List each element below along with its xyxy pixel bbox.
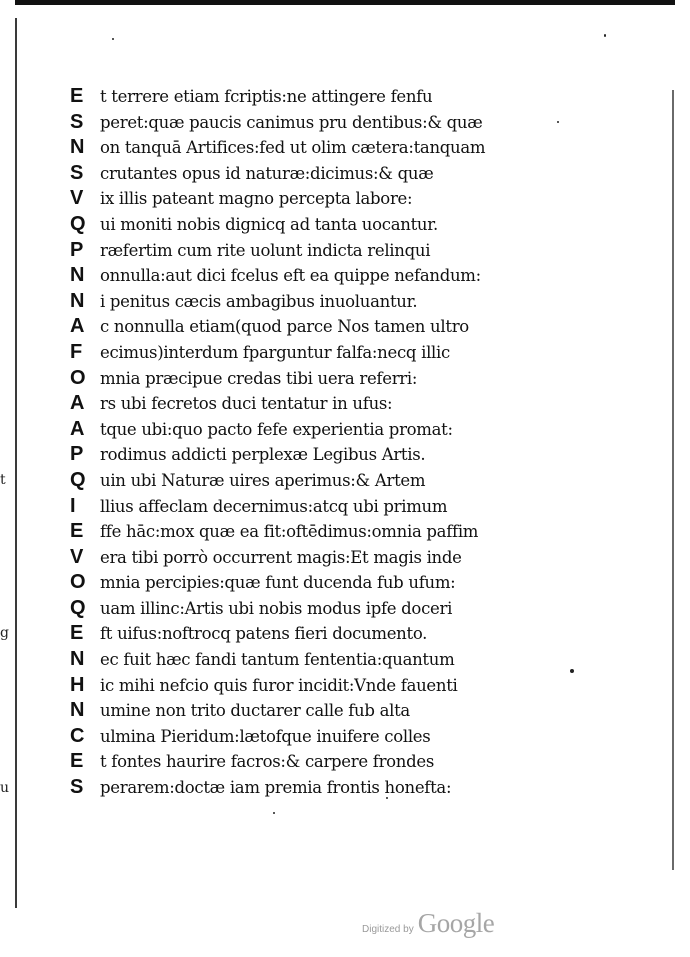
verse-initial: S <box>70 110 84 133</box>
ink-speck <box>557 121 559 123</box>
verse-line <box>70 621 550 647</box>
verse-line <box>70 84 550 110</box>
verse-line <box>70 212 550 238</box>
verse-initial: E <box>70 85 84 107</box>
verse-initial: S <box>70 776 84 799</box>
verse-line <box>70 749 550 775</box>
google-logo: Google <box>417 908 495 938</box>
verse-line <box>70 698 550 724</box>
verse-text: perarem:doctæ iam premia frontis honefta: <box>100 778 452 798</box>
verse-text: llius affeclam decernimus:atcq ubi primum <box>100 496 448 516</box>
verse-line <box>70 391 550 417</box>
verse-text: tque ubi:quo pacto fefe experientia promat: <box>100 419 453 439</box>
verse-line <box>70 775 550 801</box>
verse-text: crutantes opus id naturæ:dicimus:& quæ <box>100 163 434 183</box>
verse-initial: E <box>70 750 84 773</box>
verse-initial: P <box>70 443 84 466</box>
verse-text: rs ubi fecretos duci tentatur in ufus: <box>100 394 393 414</box>
verse-text: i penitus cæcis ambagibus inuoluantur. <box>100 291 418 311</box>
verse-text: on tanquā Artifices:fed ut olim cætera:tanquam <box>100 138 486 158</box>
digitized-by-text: Digitized by <box>362 924 414 935</box>
verse-text: mnia percipies:quæ funt ducenda fub ufum: <box>100 573 456 593</box>
verse-line <box>70 494 550 520</box>
verse-text: ec fuit hæc fandi tantum fententia:quantum <box>100 650 455 670</box>
verse-initial: N <box>70 289 85 312</box>
verse-line <box>70 186 550 212</box>
left-page-edge <box>15 18 17 908</box>
verse-block <box>70 84 550 801</box>
verse-line <box>70 238 550 264</box>
verse-text: ffe hāc:mox quæ ea fit:oftēdimus:omnia paffim <box>100 522 479 542</box>
verse-initial: F <box>70 340 83 363</box>
ink-speck <box>570 669 574 673</box>
verse-line <box>70 289 550 315</box>
verse-initial: S <box>70 161 84 184</box>
verse-initial: H <box>70 673 85 696</box>
verse-initial: A <box>70 392 85 415</box>
verse-initial: A <box>70 315 85 338</box>
digitization-footer <box>362 908 494 944</box>
verse-text: ui moniti nobis dignicq ad tanta uocantur. <box>100 214 438 234</box>
verse-line <box>70 570 550 596</box>
verse-initial: Q <box>70 596 86 619</box>
verse-text: uin ubi Naturæ uires aperimus:& Artem <box>100 470 426 490</box>
right-page-edge <box>672 90 674 870</box>
verse-line <box>70 135 550 161</box>
verse-line <box>70 596 550 622</box>
verse-line <box>70 314 550 340</box>
ink-speck <box>604 34 606 37</box>
top-page-edge <box>15 0 675 5</box>
verse-line <box>70 519 550 545</box>
verse-initial: E <box>70 622 84 645</box>
verse-initial: A <box>70 417 85 440</box>
verse-line <box>70 263 550 289</box>
verse-text: onnulla:aut dici fcelus eft ea quippe nefandum: <box>100 266 481 286</box>
verse-initial: N <box>70 136 85 159</box>
verse-initial: C <box>70 724 85 747</box>
verse-text: era tibi porrò occurrent magis:Et magis inde <box>100 547 462 567</box>
margin-fragment: t <box>0 472 6 488</box>
verse-initial: I <box>70 494 76 517</box>
verse-text: mnia præcipue credas tibi uera referri: <box>100 368 418 388</box>
verse-text: c nonnulla etiam(quod parce Nos tamen ultro <box>100 317 469 337</box>
verse-text: umine non trito ductarer calle fub alta <box>100 701 410 721</box>
verse-line <box>70 340 550 366</box>
verse-text: rodimus addicti perplexæ Legibus Artis. <box>100 445 426 465</box>
ink-speck <box>273 812 275 814</box>
verse-initial: N <box>70 264 85 287</box>
verse-line <box>70 724 550 750</box>
margin-fragment: g <box>0 625 9 641</box>
verse-line <box>70 545 550 571</box>
verse-initial: O <box>70 366 86 389</box>
verse-text: ix illis pateant magno percepta labore: <box>100 189 413 209</box>
margin-fragment: u <box>0 780 10 796</box>
verse-line <box>70 468 550 494</box>
verse-initial: P <box>70 238 84 261</box>
verse-initial: N <box>70 699 85 722</box>
verse-line <box>70 161 550 187</box>
verse-text: peret:quæ paucis canimus pru dentibus:& quæ <box>100 112 483 132</box>
verse-line <box>70 647 550 673</box>
verse-text: ecimus)interdum fparguntur falfa:necq illic <box>100 342 450 362</box>
verse-text: ulmina Pieridum:lætofque inuifere colles <box>100 726 431 746</box>
verse-initial: Q <box>70 468 86 491</box>
verse-text: uam illinc:Artis ubi nobis modus ipfe doceri <box>100 598 453 618</box>
verse-text: ft uifus:noftrocq patens fieri documento. <box>100 624 428 644</box>
verse-text: ic mihi nefcio quis furor incidit:Vnde fauenti <box>100 675 458 695</box>
verse-line <box>70 366 550 392</box>
verse-initial: E <box>70 520 84 543</box>
verse-line <box>70 417 550 443</box>
verse-line <box>70 110 550 136</box>
verse-initial: V <box>70 187 84 210</box>
verse-text: ræfertim cum rite uolunt indicta relinqui <box>100 240 431 260</box>
verse-line <box>70 442 550 468</box>
ink-speck <box>112 38 114 40</box>
verse-initial: V <box>70 545 84 568</box>
verse-text: t terrere etiam fcriptis:ne attingere fenfu <box>100 87 433 106</box>
verse-initial: Q <box>70 212 86 235</box>
verse-line <box>70 673 550 699</box>
verse-initial: N <box>70 648 85 671</box>
verse-initial: O <box>70 571 86 594</box>
verse-text: t fontes haurire facros:& carpere frondes <box>100 752 435 772</box>
